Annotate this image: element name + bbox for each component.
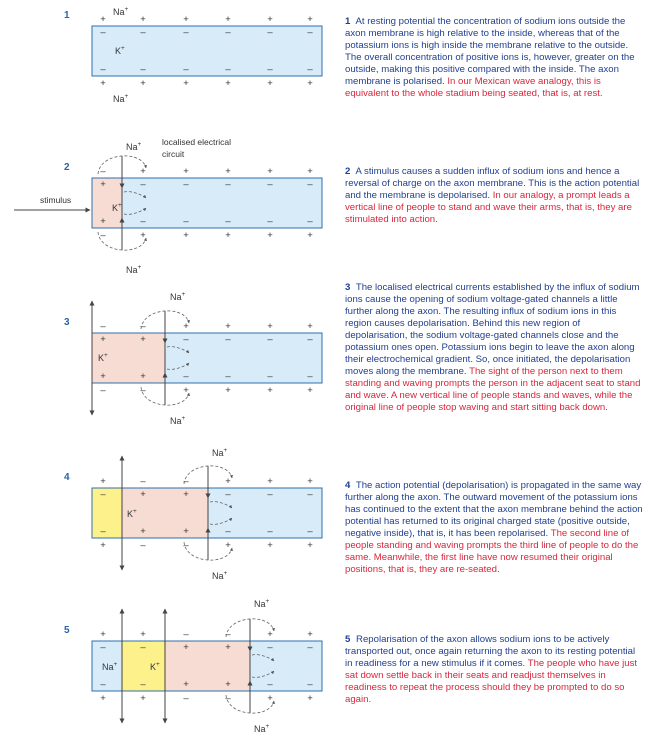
panel-4-charge-outTop-2: – <box>140 476 146 487</box>
step-4-explanation: The action potential (depolarisation) is propagated in the same way further along the axon. The outward movement of the potassium ions has continued to the extent that the axon membrane behind the action potential has returned to its original charged state (positive outside, negative inside), that is, it has been repolarised. <box>345 480 643 539</box>
panel-2-charge-inTop-1: + <box>100 179 106 190</box>
panel-1-charge-outTop-4: + <box>225 14 231 25</box>
panel-3-charge-outTop-2: – <box>140 321 146 332</box>
panel-4-step-number: 4 <box>64 472 70 483</box>
panel-1-charge-inTop-1: – <box>100 27 106 38</box>
panel-4-charge-outTop-4: + <box>225 476 231 487</box>
panel-4-charge-outBot-6: + <box>307 540 313 551</box>
step-1-explanation: At resting potential the concentration of sodium ions outside the axon membrane is high relative to the inside, whereas that of the potassium ions is high inside the membrane relative to the outside. The overall concentration of positive ions is, however, greater on the outside, making this positive compared with the inside. The axon membrane is polarised. <box>345 16 635 87</box>
step-2-explanation: A stimulus causes a sudden influx of sodium ions and hence a reversal of charge on the axon membrane. This is the action potential and the membrane is depolarised. <box>345 166 640 201</box>
panel-1-charge-outBot-1: + <box>100 78 106 89</box>
panel-4-charge-inTop-3: + <box>183 489 189 500</box>
panel-1-charge-inBot-4: – <box>225 64 231 75</box>
panel-2-charge-outBot-4: + <box>225 230 231 241</box>
panel-5-charge-inBot-4: + <box>225 679 231 690</box>
panel-3-charge-outTop-5: + <box>267 321 273 332</box>
panel-4-charge-inBot-3: + <box>183 526 189 537</box>
panel-1-axon-body <box>92 26 322 76</box>
panel-4-charge-outBot-2: – <box>140 540 146 551</box>
step-5-analogy: The people who have just sat down settle back in their seats and readjust themselves in readiness to repeat the process should they be prompted to do so again. <box>345 658 638 705</box>
panel-3-charge-inBot-3: – <box>183 371 189 382</box>
panel-3-charge-inTop-2: + <box>140 334 146 345</box>
step-4-description <box>345 480 645 576</box>
panel-4-charge-outTop-1: + <box>100 476 106 487</box>
panel-1-charge-inTop-4: – <box>225 27 231 38</box>
panel-4-charge-inBot-5: – <box>267 526 273 537</box>
panel-4-sodium-outside-lower-label: Na+ <box>212 570 228 581</box>
panel-1-charge-outBot-3: + <box>183 78 189 89</box>
panel-5-charge-inBot-1: – <box>100 679 106 690</box>
step-2-text-number: 2 <box>345 166 351 177</box>
panel-3-charge-outTop-6: + <box>307 321 313 332</box>
panel-2-charge-inBot-6: – <box>307 216 313 227</box>
panel-5-sodium-outside-lower-label: Na+ <box>254 723 270 734</box>
panel-2-potassium-label: K+ <box>112 202 122 213</box>
circuit-label-line-2: circuit <box>162 149 185 159</box>
step-4-text-number: 4 <box>345 480 351 491</box>
panel-1-step-number: 1 <box>64 10 70 21</box>
panel-5-charge-outTop-5: + <box>267 629 273 640</box>
panel-4-charge-inBot-4: – <box>225 526 231 537</box>
panel-4-charge-inTop-4: – <box>225 489 231 500</box>
panel-5-charge-outBot-6: + <box>307 693 313 704</box>
panel-4-charge-inBot-1: – <box>100 526 106 537</box>
panel-1-charge-outTop-6: + <box>307 14 313 25</box>
panel-3-step-number: 3 <box>64 317 70 328</box>
panel-3-charge-inTop-3: – <box>183 334 189 345</box>
panel-5-charge-outTop-6: + <box>307 629 313 640</box>
panel-3-sodium-outside-label: Na+ <box>170 291 186 302</box>
panel-4-charge-inTop-2: + <box>140 489 146 500</box>
panel-3-sodium-outside-lower-label: Na+ <box>170 415 186 426</box>
panel-3-charge-outBot-6: + <box>307 385 313 396</box>
panel-1-charge-outTop-5: + <box>267 14 273 25</box>
panel-3-charge-outBot-2: – <box>140 385 146 396</box>
panel-1-charge-outBot-2: + <box>140 78 146 89</box>
panel-5-charge-inTop-2: – <box>140 642 146 653</box>
panel-3-charge-outTop-3: + <box>183 321 189 332</box>
panel-2-charge-outBot-2: + <box>140 230 146 241</box>
panel-4-repolarised-region-1 <box>92 488 122 538</box>
panel-3-charge-inTop-1: + <box>100 334 106 345</box>
panel-1-charge-outTop-2: + <box>140 14 146 25</box>
panel-2-charge-inBot-5: – <box>267 216 273 227</box>
step-1-text-number: 1 <box>345 16 351 27</box>
stimulus-label: stimulus <box>40 195 72 205</box>
panel-4-sodium-outside-label: Na+ <box>212 447 228 458</box>
panel-2-charge-inBot-1: + <box>100 216 106 227</box>
panel-5-charge-inBot-2: – <box>140 679 146 690</box>
panel-4-charge-inBot-2: + <box>140 526 146 537</box>
panel-3-charge-inTop-6: – <box>307 334 313 345</box>
panel-1-charge-inBot-3: – <box>183 64 189 75</box>
panel-3-charge-inBot-1: + <box>100 371 106 382</box>
panel-2-charge-outTop-6: + <box>307 166 313 177</box>
step-3-description <box>345 282 645 414</box>
panel-3-charge-inBot-2: + <box>140 371 146 382</box>
panel-2-sodium-outside-label: Na+ <box>126 141 142 152</box>
panel-5-charge-outBot-5: + <box>267 693 273 704</box>
panel-2-charge-inTop-6: – <box>307 179 313 190</box>
panel-2-charge-outTop-4: + <box>225 166 231 177</box>
panel-2-charge-inTop-2: – <box>140 179 146 190</box>
panel-3-charge-inBot-4: – <box>225 371 231 382</box>
panel-3-charge-outTop-4: + <box>225 321 231 332</box>
panel-4-charge-outTop-6: + <box>307 476 313 487</box>
panel-5-charge-outTop-1: + <box>100 629 106 640</box>
panel-5-step-number: 5 <box>64 625 70 636</box>
panel-1-charge-outTop-3: + <box>183 14 189 25</box>
panel-3-charge-inTop-5: – <box>267 334 273 345</box>
panel-2-charge-outTop-3: + <box>183 166 189 177</box>
panel-4-charge-inTop-6: – <box>307 489 313 500</box>
panel-1-charge-outBot-5: + <box>267 78 273 89</box>
panel-5-charge-inTop-5: – <box>267 642 273 653</box>
panel-2-sodium-outside-lower-label: Na+ <box>126 264 142 275</box>
panel-2-charge-inBot-2: – <box>140 216 146 227</box>
panel-4-charge-outBot-1: + <box>100 540 106 551</box>
panel-1-charge-outBot-4: + <box>225 78 231 89</box>
panel-5-charge-inTop-3: + <box>183 642 189 653</box>
panel-2-charge-outTop-1: – <box>100 166 106 177</box>
panel-5-charge-outBot-1: + <box>100 693 106 704</box>
panel-4-charge-outTop-3: – <box>183 476 189 487</box>
panel-4-charge-outTop-5: + <box>267 476 273 487</box>
panel-2-charge-outBot-6: + <box>307 230 313 241</box>
panel-1-charge-inTop-6: – <box>307 27 313 38</box>
panel-4-charge-outBot-3: – <box>183 540 189 551</box>
panel-5-sodium-outside-label: Na+ <box>254 598 270 609</box>
panel-2-charge-outTop-2: + <box>140 166 146 177</box>
panel-1-charge-inTop-5: – <box>267 27 273 38</box>
panel-1-charge-inBot-2: – <box>140 64 146 75</box>
panel-2-charge-inTop-3: – <box>183 179 189 190</box>
step-5-description <box>345 634 645 706</box>
panel-2-charge-inTop-5: – <box>267 179 273 190</box>
panel-3-charge-inBot-6: – <box>307 371 313 382</box>
step-3-explanation: The localised electrical currents established by the influx of sodium ions cause the opening of sodium voltage-gated channels a little further along the axon. The resulting influx of sodium ions in this region causes depolarisation. Behind this new region of depolarisation, the sodium voltage-gated channels close and the potassium ones open. Potassium ions begin to leave the axon along their electrochemical gradient. So, once initiated, the depolarisation moves along the membrane. <box>345 282 640 377</box>
panel-3-charge-outBot-4: + <box>225 385 231 396</box>
step-5-explanation: Repolarisation of the axon allows sodium ions to be actively transported out, once again returning the axon to its resting potential in readiness for a new stimulus if it comes. <box>345 634 636 669</box>
panel-1-charge-inBot-6: – <box>307 64 313 75</box>
panel-5-charge-inTop-6: – <box>307 642 313 653</box>
panel-4-charge-inTop-1: – <box>100 489 106 500</box>
panel-1-sodium-outside-label: Na+ <box>113 6 129 17</box>
step-4-analogy: The second line of people standing and waving prompts the third line of people to do the same. Meanwhile, the first line have now resumed their original positions, that is, they are re-seated. <box>345 528 639 575</box>
panel-5-charge-inBot-3: + <box>183 679 189 690</box>
panel-1-charge-inBot-5: – <box>267 64 273 75</box>
panel-3-charge-outBot-3: + <box>183 385 189 396</box>
step-1-description <box>345 16 645 100</box>
panel-2-charge-outTop-5: + <box>267 166 273 177</box>
panel-1-charge-inTop-2: – <box>140 27 146 38</box>
panel-5-charge-inTop-1: – <box>100 642 106 653</box>
panel-5-potassium-label: K+ <box>150 661 160 672</box>
panel-4-charge-outBot-5: + <box>267 540 273 551</box>
panel-5-charge-outBot-2: + <box>140 693 146 704</box>
panel-5-charge-inBot-6: – <box>307 679 313 690</box>
panel-3-charge-inTop-4: – <box>225 334 231 345</box>
step-5-text-number: 5 <box>345 634 351 645</box>
panel-3-charge-outBot-1: – <box>100 385 106 396</box>
panel-2-charge-outBot-1: – <box>100 230 106 241</box>
panel-2-charge-outBot-3: + <box>183 230 189 241</box>
panel-2-axon-body <box>92 178 322 228</box>
panel-5-charge-outBot-4: – <box>225 693 231 704</box>
panel-4-charge-inTop-5: – <box>267 489 273 500</box>
panel-1-sodium-outside-lower-label: Na+ <box>113 93 129 104</box>
panel-1-charge-outTop-1: + <box>100 14 106 25</box>
panel-3-charge-inBot-5: – <box>267 371 273 382</box>
panel-3-charge-outTop-1: – <box>100 321 106 332</box>
panel-2-charge-outBot-5: + <box>267 230 273 241</box>
step-1-analogy: In our Mexican wave analogy, this is equivalent to the whole stadium being seated, that is, at rest. <box>345 76 603 99</box>
panel-1-charge-outBot-6: + <box>307 78 313 89</box>
panel-4-potassium-label: K+ <box>127 508 137 519</box>
panel-4-charge-outBot-4: + <box>225 540 231 551</box>
step-2-analogy: In our analogy, a prompt leads a vertical line of people to stand and wave their arms, that is, they are stimulated into action. <box>345 190 632 225</box>
panel-5-charge-outTop-3: – <box>183 629 189 640</box>
panel-5-charge-outTop-4: – <box>225 629 231 640</box>
panel-2-step-number: 2 <box>64 162 70 173</box>
circuit-label-line-1: localised electrical <box>162 137 231 147</box>
step-3-text-number: 3 <box>345 282 351 293</box>
panel-5-depolarised-region-2 <box>165 641 250 691</box>
panel-4-charge-inBot-6: – <box>307 526 313 537</box>
panel-5-charge-outTop-2: + <box>140 629 146 640</box>
panel-1-potassium-label: K+ <box>115 45 125 56</box>
panel-2-charge-inBot-3: – <box>183 216 189 227</box>
panel-5-sodium-inside-label: Na+ <box>102 661 118 672</box>
panel-5-charge-inTop-4: + <box>225 642 231 653</box>
panel-1-charge-inTop-3: – <box>183 27 189 38</box>
panel-2-charge-inTop-4: – <box>225 179 231 190</box>
panel-5-charge-outBot-3: – <box>183 693 189 704</box>
panel-5-charge-inBot-5: – <box>267 679 273 690</box>
step-3-analogy: The sight of the person next to them standing and waving prompts the person in the adjacent seat to stand and wave. A new vertical line of people stands and waves, while the original line of people stop waving and start sitting back down. <box>345 366 641 413</box>
panel-2-charge-inBot-4: – <box>225 216 231 227</box>
step-2-description <box>345 166 645 226</box>
panel-3-potassium-label: K+ <box>98 352 108 363</box>
panel-1-charge-inBot-1: – <box>100 64 106 75</box>
panel-3-charge-outBot-5: + <box>267 385 273 396</box>
